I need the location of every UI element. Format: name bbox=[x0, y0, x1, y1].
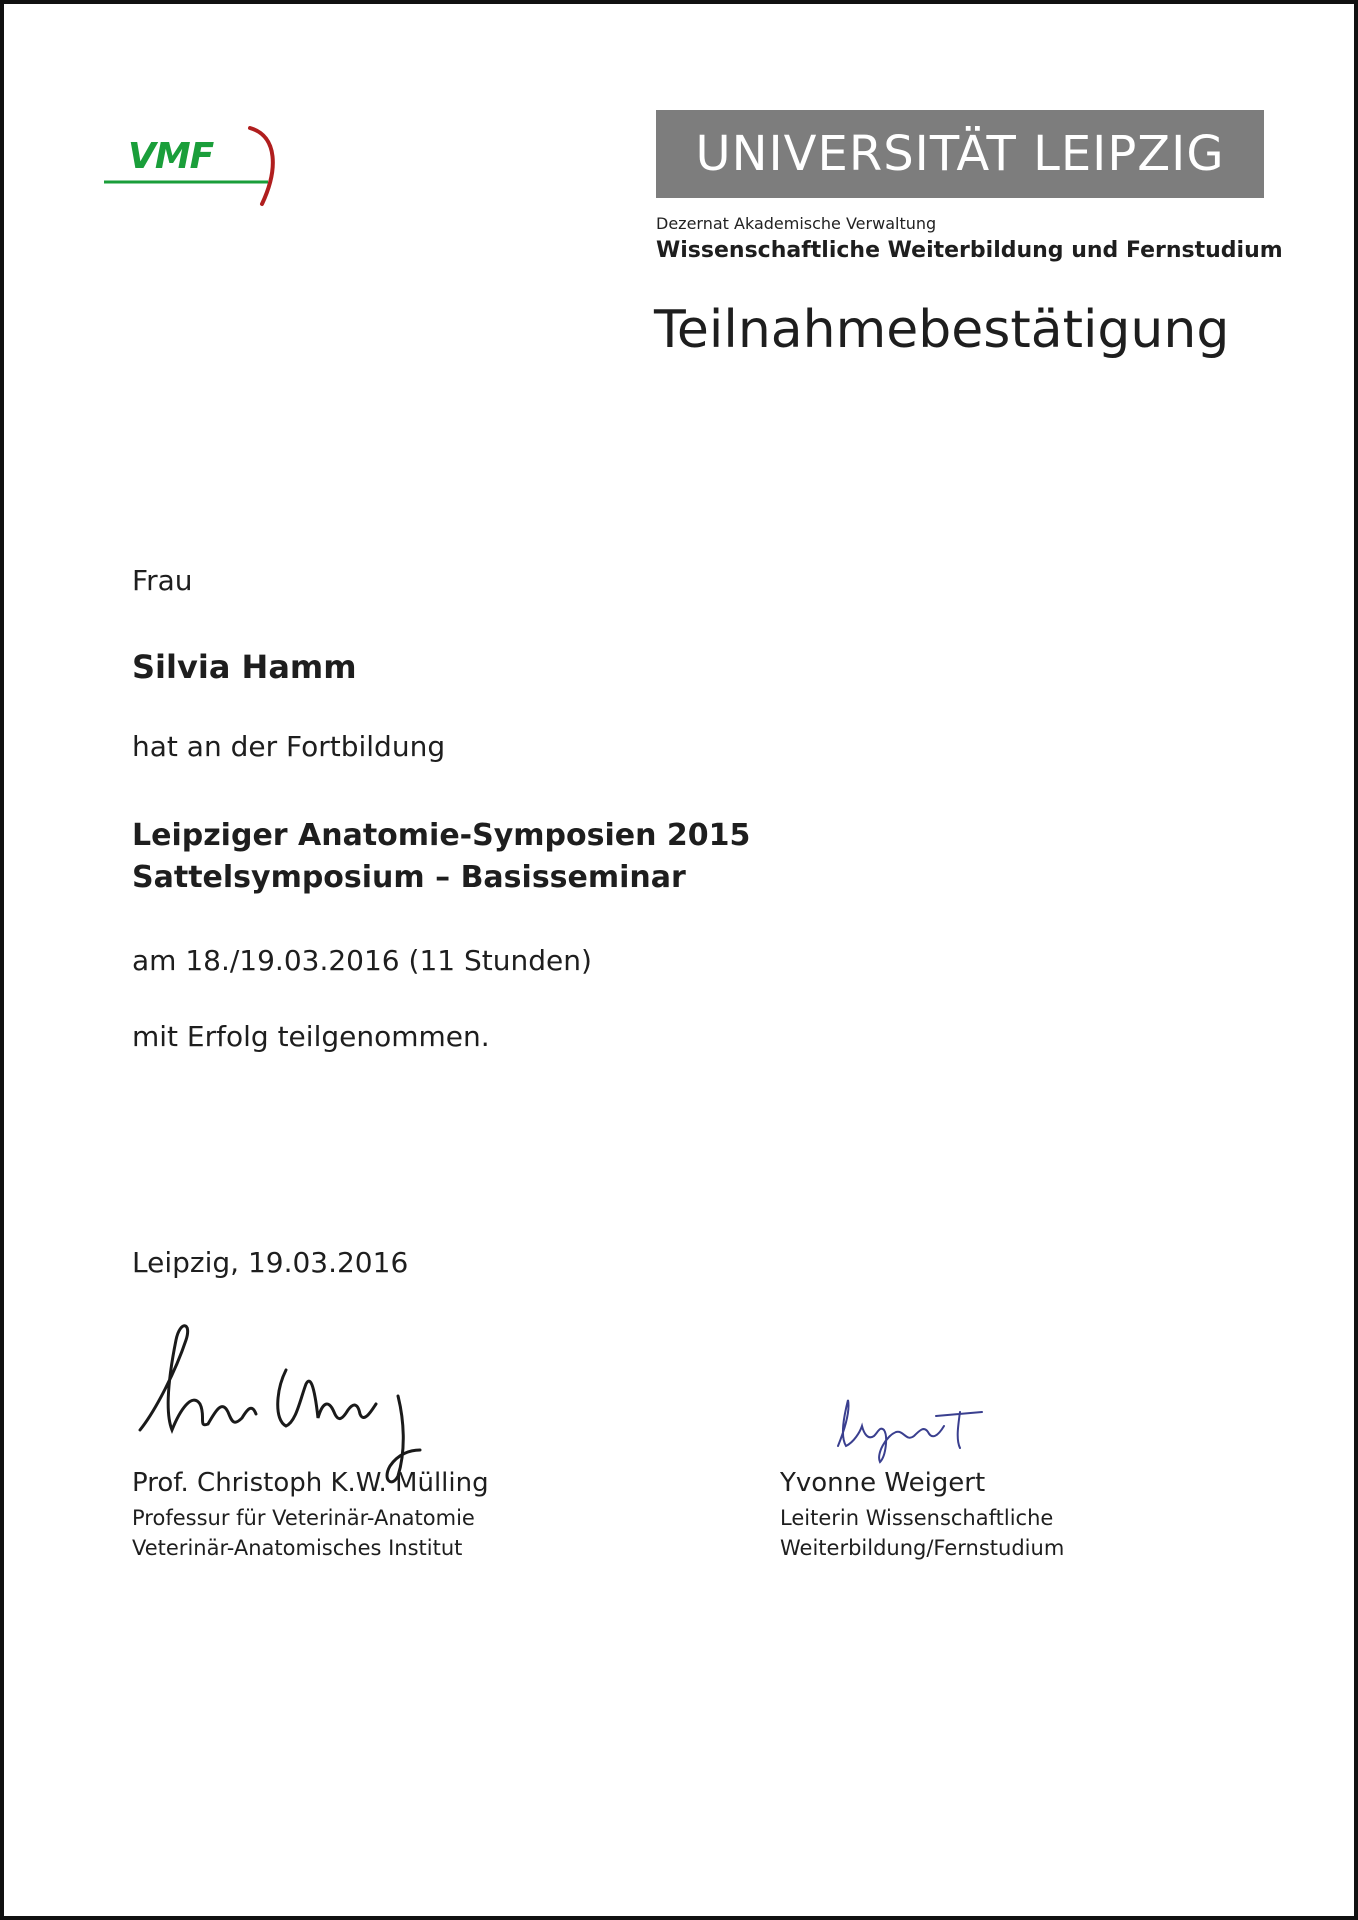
course-title-line1: Leipziger Anatomie-Symposien 2015 bbox=[132, 818, 751, 853]
salutation: Frau bbox=[132, 564, 193, 597]
signatory-1-name: Prof. Christoph K.W. Mülling bbox=[132, 1468, 489, 1498]
intro-text: hat an der Fortbildung bbox=[132, 730, 446, 763]
document-title: Teilnahmebestätigung bbox=[654, 300, 1230, 360]
signatory-2-name: Yvonne Weigert bbox=[780, 1468, 986, 1498]
result-text: mit Erfolg teilgenommen. bbox=[132, 1020, 490, 1053]
signatory-1-role-line1: Professur für Veterinär-Anatomie bbox=[132, 1506, 475, 1530]
handwritten-signature-icon bbox=[832, 1386, 1032, 1466]
university-banner: UNIVERSITÄT LEIPZIG bbox=[656, 110, 1264, 198]
handwritten-signature-icon bbox=[136, 1300, 456, 1490]
department-name: Dezernat Akademische Verwaltung bbox=[656, 214, 937, 233]
course-dates: am 18./19.03.2016 (11 Stunden) bbox=[132, 944, 592, 977]
place-and-date: Leipzig, 19.03.2016 bbox=[132, 1246, 409, 1279]
course-title-line2: Sattelsymposium – Basisseminar bbox=[132, 860, 686, 895]
signatory-2-role-line1: Leiterin Wissenschaftliche bbox=[780, 1506, 1054, 1530]
vmf-logo-text: VMF bbox=[128, 136, 214, 177]
vmf-logo bbox=[100, 108, 300, 208]
signatory-1-role-line2: Veterinär-Anatomisches Institut bbox=[132, 1536, 463, 1560]
subdepartment-name: Wissenschaftliche Weiterbildung und Fernstudium bbox=[656, 238, 1283, 263]
recipient-name: Silvia Hamm bbox=[132, 648, 357, 686]
signature-mulling bbox=[136, 1300, 456, 1490]
signature-weigert bbox=[832, 1386, 1032, 1466]
signatory-2-role-line2: Weiterbildung/Fernstudium bbox=[780, 1536, 1065, 1560]
